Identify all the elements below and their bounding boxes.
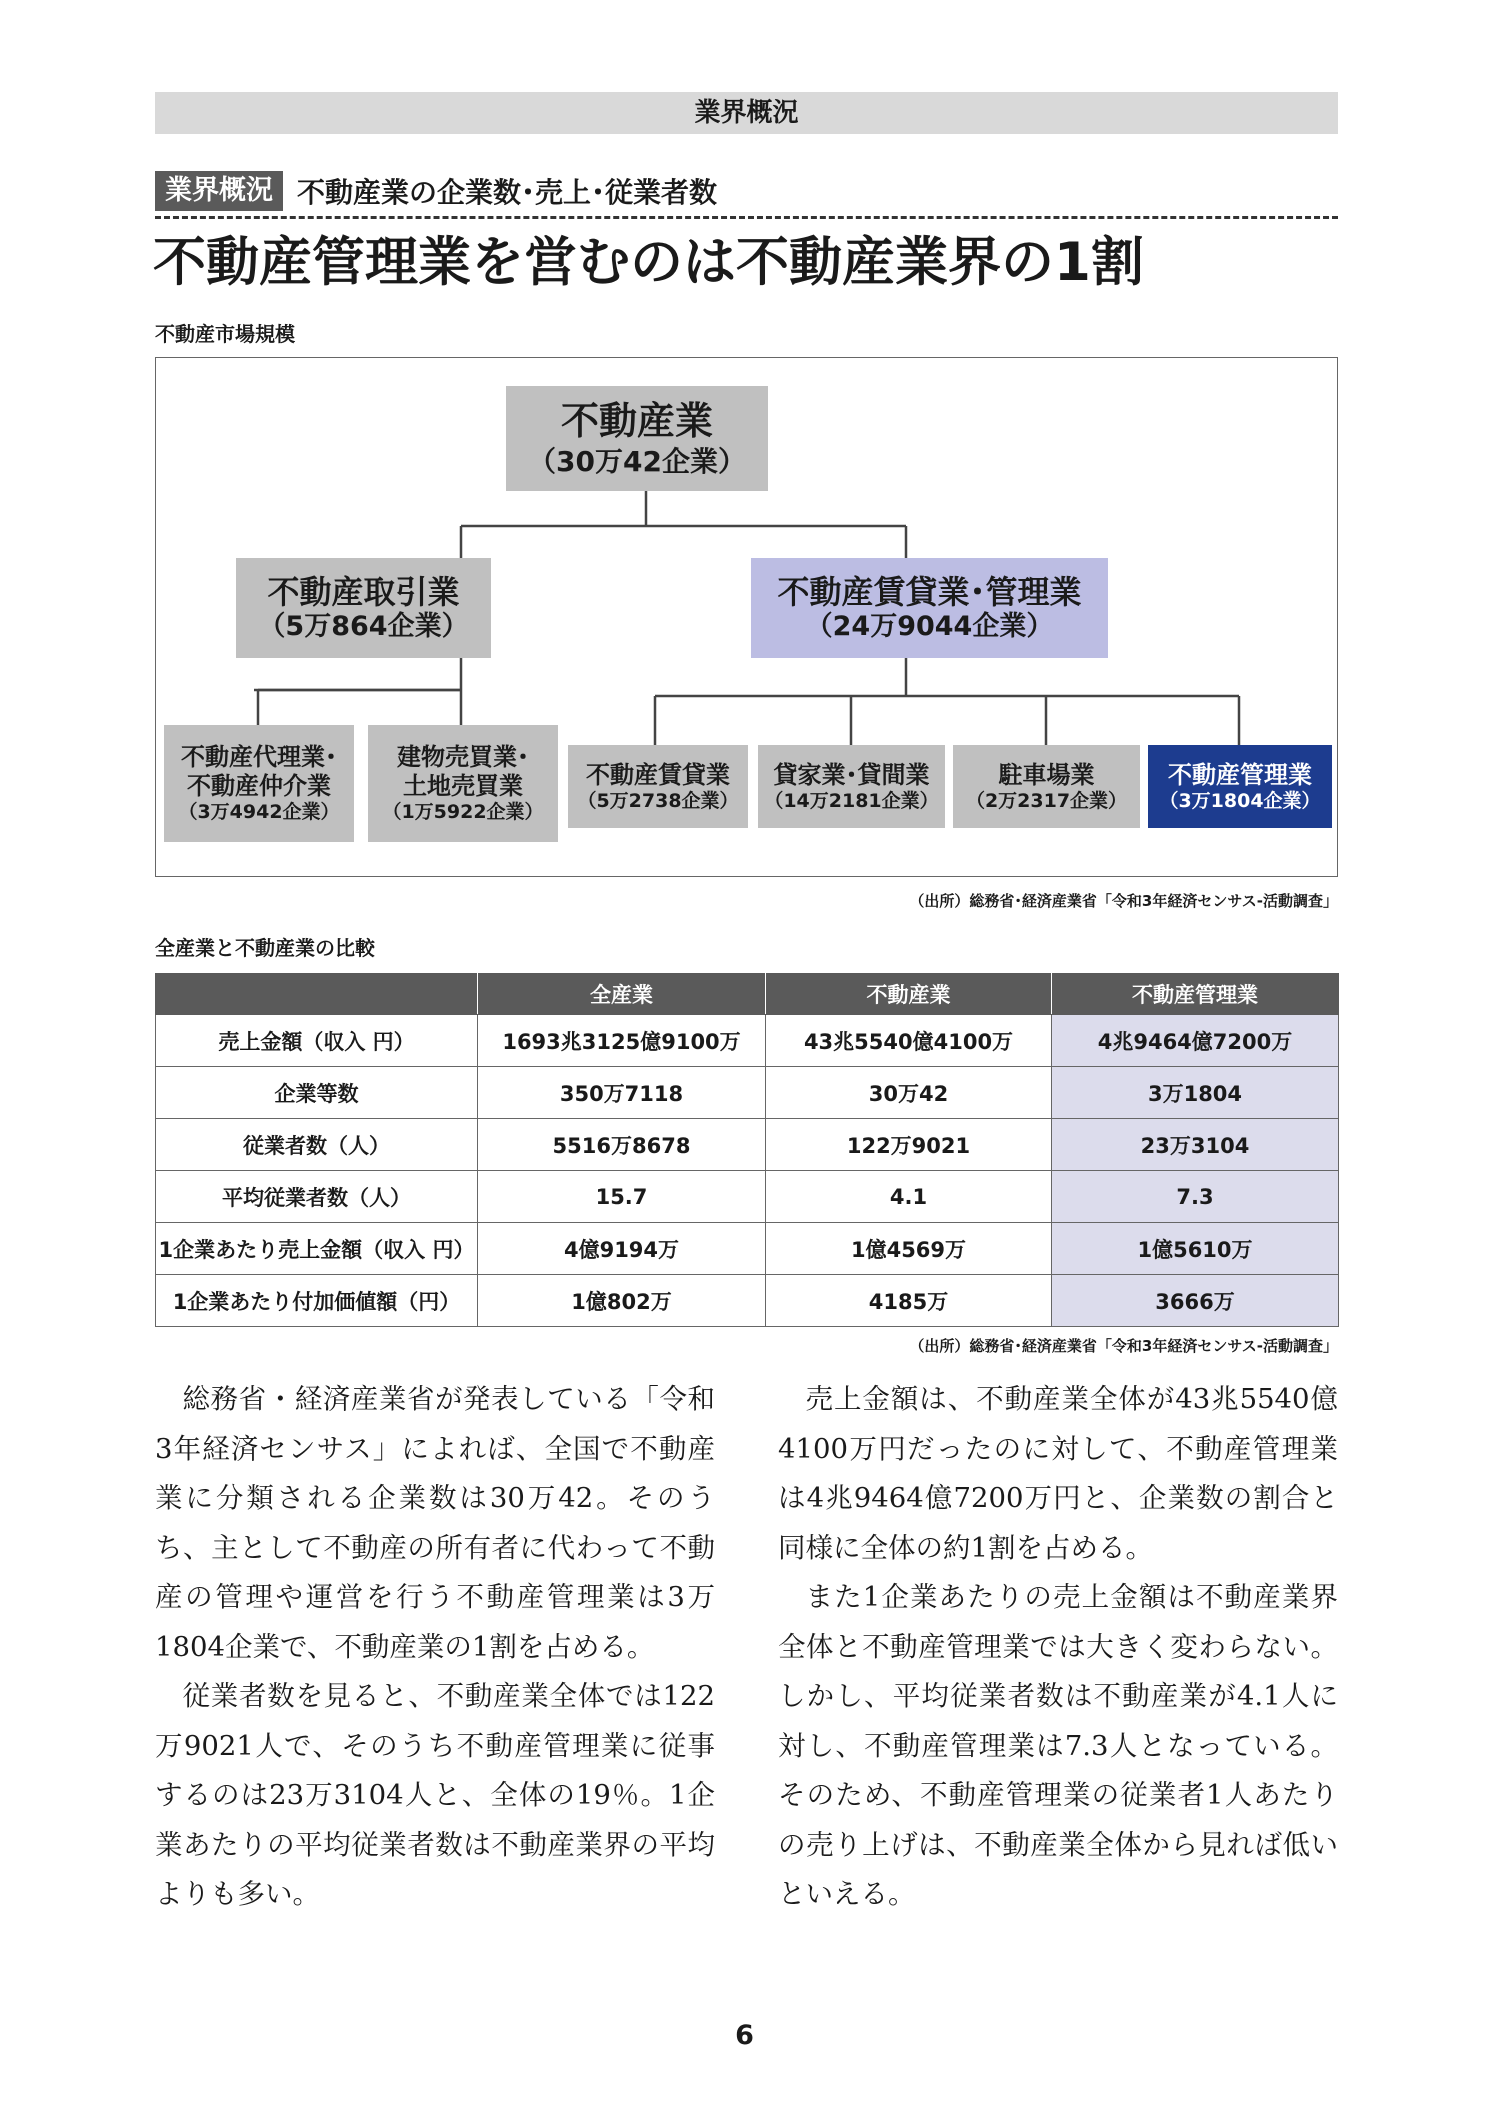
page-number: 6 — [735, 2020, 754, 2051]
body-paragraph: また1企業あたりの売上金額は不動産業界全体と不動産管理業では大きく変わらない。しかし、平均従業者数は不動産業が4.1人に対し、不動産管理業は7.3人となっている。そのため、不動産管理業の従業者1人あたりの売り上げは、不動産業全体から見れば低いといえる。 — [778, 1581, 1338, 1910]
table-cell-highlight: 3666万 — [1052, 1275, 1339, 1327]
node-count: （2万2317企業） — [965, 789, 1128, 812]
table-header-cell — [156, 974, 478, 1015]
node-real-estate-rental — [568, 745, 748, 828]
node-title: 不動産取引業 — [267, 572, 460, 611]
table-cell-highlight: 4兆9464億7200万 — [1052, 1015, 1339, 1067]
node-title: 駐車場業 — [998, 760, 1095, 789]
table-cell: 5516万8678 — [478, 1119, 766, 1171]
table-cell-highlight: 3万1804 — [1052, 1067, 1339, 1119]
dashed-divider — [155, 216, 1338, 219]
node-land-building-sales — [368, 725, 558, 842]
section-tag: 業界概況 — [155, 171, 283, 211]
table-header-cell: 不動産管理業 — [1052, 974, 1339, 1015]
table-caption: 全産業と不動産業の比較 — [155, 936, 375, 960]
table-cell: 30万42 — [766, 1067, 1052, 1119]
table-cell: 1億4569万 — [766, 1223, 1052, 1275]
row-label: 売上金額（収入 円） — [156, 1015, 478, 1067]
table-row — [156, 1015, 1339, 1067]
table-cell: 1億802万 — [478, 1275, 766, 1327]
body-paragraph: 売上金額は、不動産業全体が43兆5540億4100万円だったのに対して、不動産管理業は4兆9464億7200万円と、企業数の割合と同様に全体の約1割を占める。 — [778, 1383, 1338, 1564]
node-title: 不動産業 — [560, 398, 713, 443]
table-cell-highlight: 1億5610万 — [1052, 1223, 1339, 1275]
chart-caption: 不動産市場規模 — [155, 322, 295, 346]
node-title: 不動産賃貸業･管理業 — [777, 572, 1082, 611]
node-title-line2: 土地売買業 — [403, 772, 523, 801]
node-agency-brokerage — [164, 725, 354, 842]
node-house-room-rental — [758, 745, 945, 828]
table-row — [156, 1275, 1339, 1327]
row-label: 1企業あたり付加価値額（円） — [156, 1275, 478, 1327]
table-row — [156, 1119, 1339, 1171]
body-paragraph: 従業者数を見ると、不動産業全体では122万9021人で、そのうち不動産管理業に従事するのは23万3104人と、全体の19％。1企業あたりの平均従業者数は不動産業界の平均よりも多い。 — [155, 1680, 715, 1910]
node-count: （1万5922企業） — [382, 800, 544, 823]
body-column-right — [778, 1375, 1338, 1920]
table-header-cell: 不動産業 — [766, 974, 1052, 1015]
comparison-table — [155, 973, 1339, 1327]
table-row — [156, 1223, 1339, 1275]
table-cell: 4億9194万 — [478, 1223, 766, 1275]
node-transaction — [236, 558, 491, 658]
node-count: （5万864企業） — [258, 611, 469, 642]
page-headline: 不動産管理業を営むのは不動産業界の1割 — [153, 232, 1144, 293]
row-label: 従業者数（人） — [156, 1119, 478, 1171]
node-title: 貸家業･貸間業 — [773, 760, 930, 789]
table-cell: 1693兆3125億9100万 — [478, 1015, 766, 1067]
table-header-row — [156, 974, 1339, 1015]
table-cell: 4185万 — [766, 1275, 1052, 1327]
node-title-line1: 不動産代理業･ — [181, 743, 337, 772]
body-column-left — [155, 1375, 715, 1920]
node-count: （3万1804企業） — [1159, 789, 1321, 812]
node-property-management — [1148, 745, 1332, 828]
node-count: （5万2738企業） — [577, 789, 739, 812]
section-subtitle: 不動産業の企業数･売上･従業者数 — [297, 176, 718, 209]
row-label: 1企業あたり売上金額（収入 円） — [156, 1223, 478, 1275]
table-source-note: （出所）総務省･経済産業省「令和3年経済センサス-活動調査」 — [909, 1337, 1338, 1355]
node-title: 不動産賃貸業 — [586, 760, 730, 789]
node-title: 不動産管理業 — [1168, 760, 1312, 789]
table-cell: 350万7118 — [478, 1067, 766, 1119]
table-cell: 15.7 — [478, 1171, 766, 1223]
org-chart — [155, 357, 1338, 877]
header-band: 業界概況 — [155, 92, 1338, 134]
table-cell: 122万9021 — [766, 1119, 1052, 1171]
chart-source-note: （出所）総務省･経済産業省「令和3年経済センサス-活動調査」 — [909, 892, 1338, 910]
row-label: 企業等数 — [156, 1067, 478, 1119]
node-real-estate — [506, 386, 768, 491]
node-title-line1: 建物売買業･ — [397, 743, 529, 772]
node-parking — [953, 745, 1140, 828]
node-count: （30万42企業） — [528, 444, 746, 478]
table-row — [156, 1171, 1339, 1223]
table-header-cell: 全産業 — [478, 974, 766, 1015]
node-count: （24万9044企業） — [805, 611, 1054, 642]
node-count: （3万4942企業） — [178, 800, 340, 823]
table-cell: 4.1 — [766, 1171, 1052, 1223]
table-cell-highlight: 23万3104 — [1052, 1119, 1339, 1171]
table-row — [156, 1067, 1339, 1119]
section-heading — [155, 170, 717, 212]
node-rental-management — [751, 558, 1108, 658]
node-count: （14万2181企業） — [764, 789, 939, 812]
table-cell: 43兆5540億4100万 — [766, 1015, 1052, 1067]
row-label: 平均従業者数（人） — [156, 1171, 478, 1223]
body-paragraph: 総務省・経済産業省が発表している「令和3年経済センサス」によれば、全国で不動産業に分類される企業数は30万42。そのうち、主として不動産の所有者に代わって不動産の管理や運営を行う不動産管理業は3万1804企業で、不動産業の1割を占める。 — [155, 1383, 715, 1663]
table-cell-highlight: 7.3 — [1052, 1171, 1339, 1223]
node-title-line2: 不動産仲介業 — [187, 772, 331, 801]
